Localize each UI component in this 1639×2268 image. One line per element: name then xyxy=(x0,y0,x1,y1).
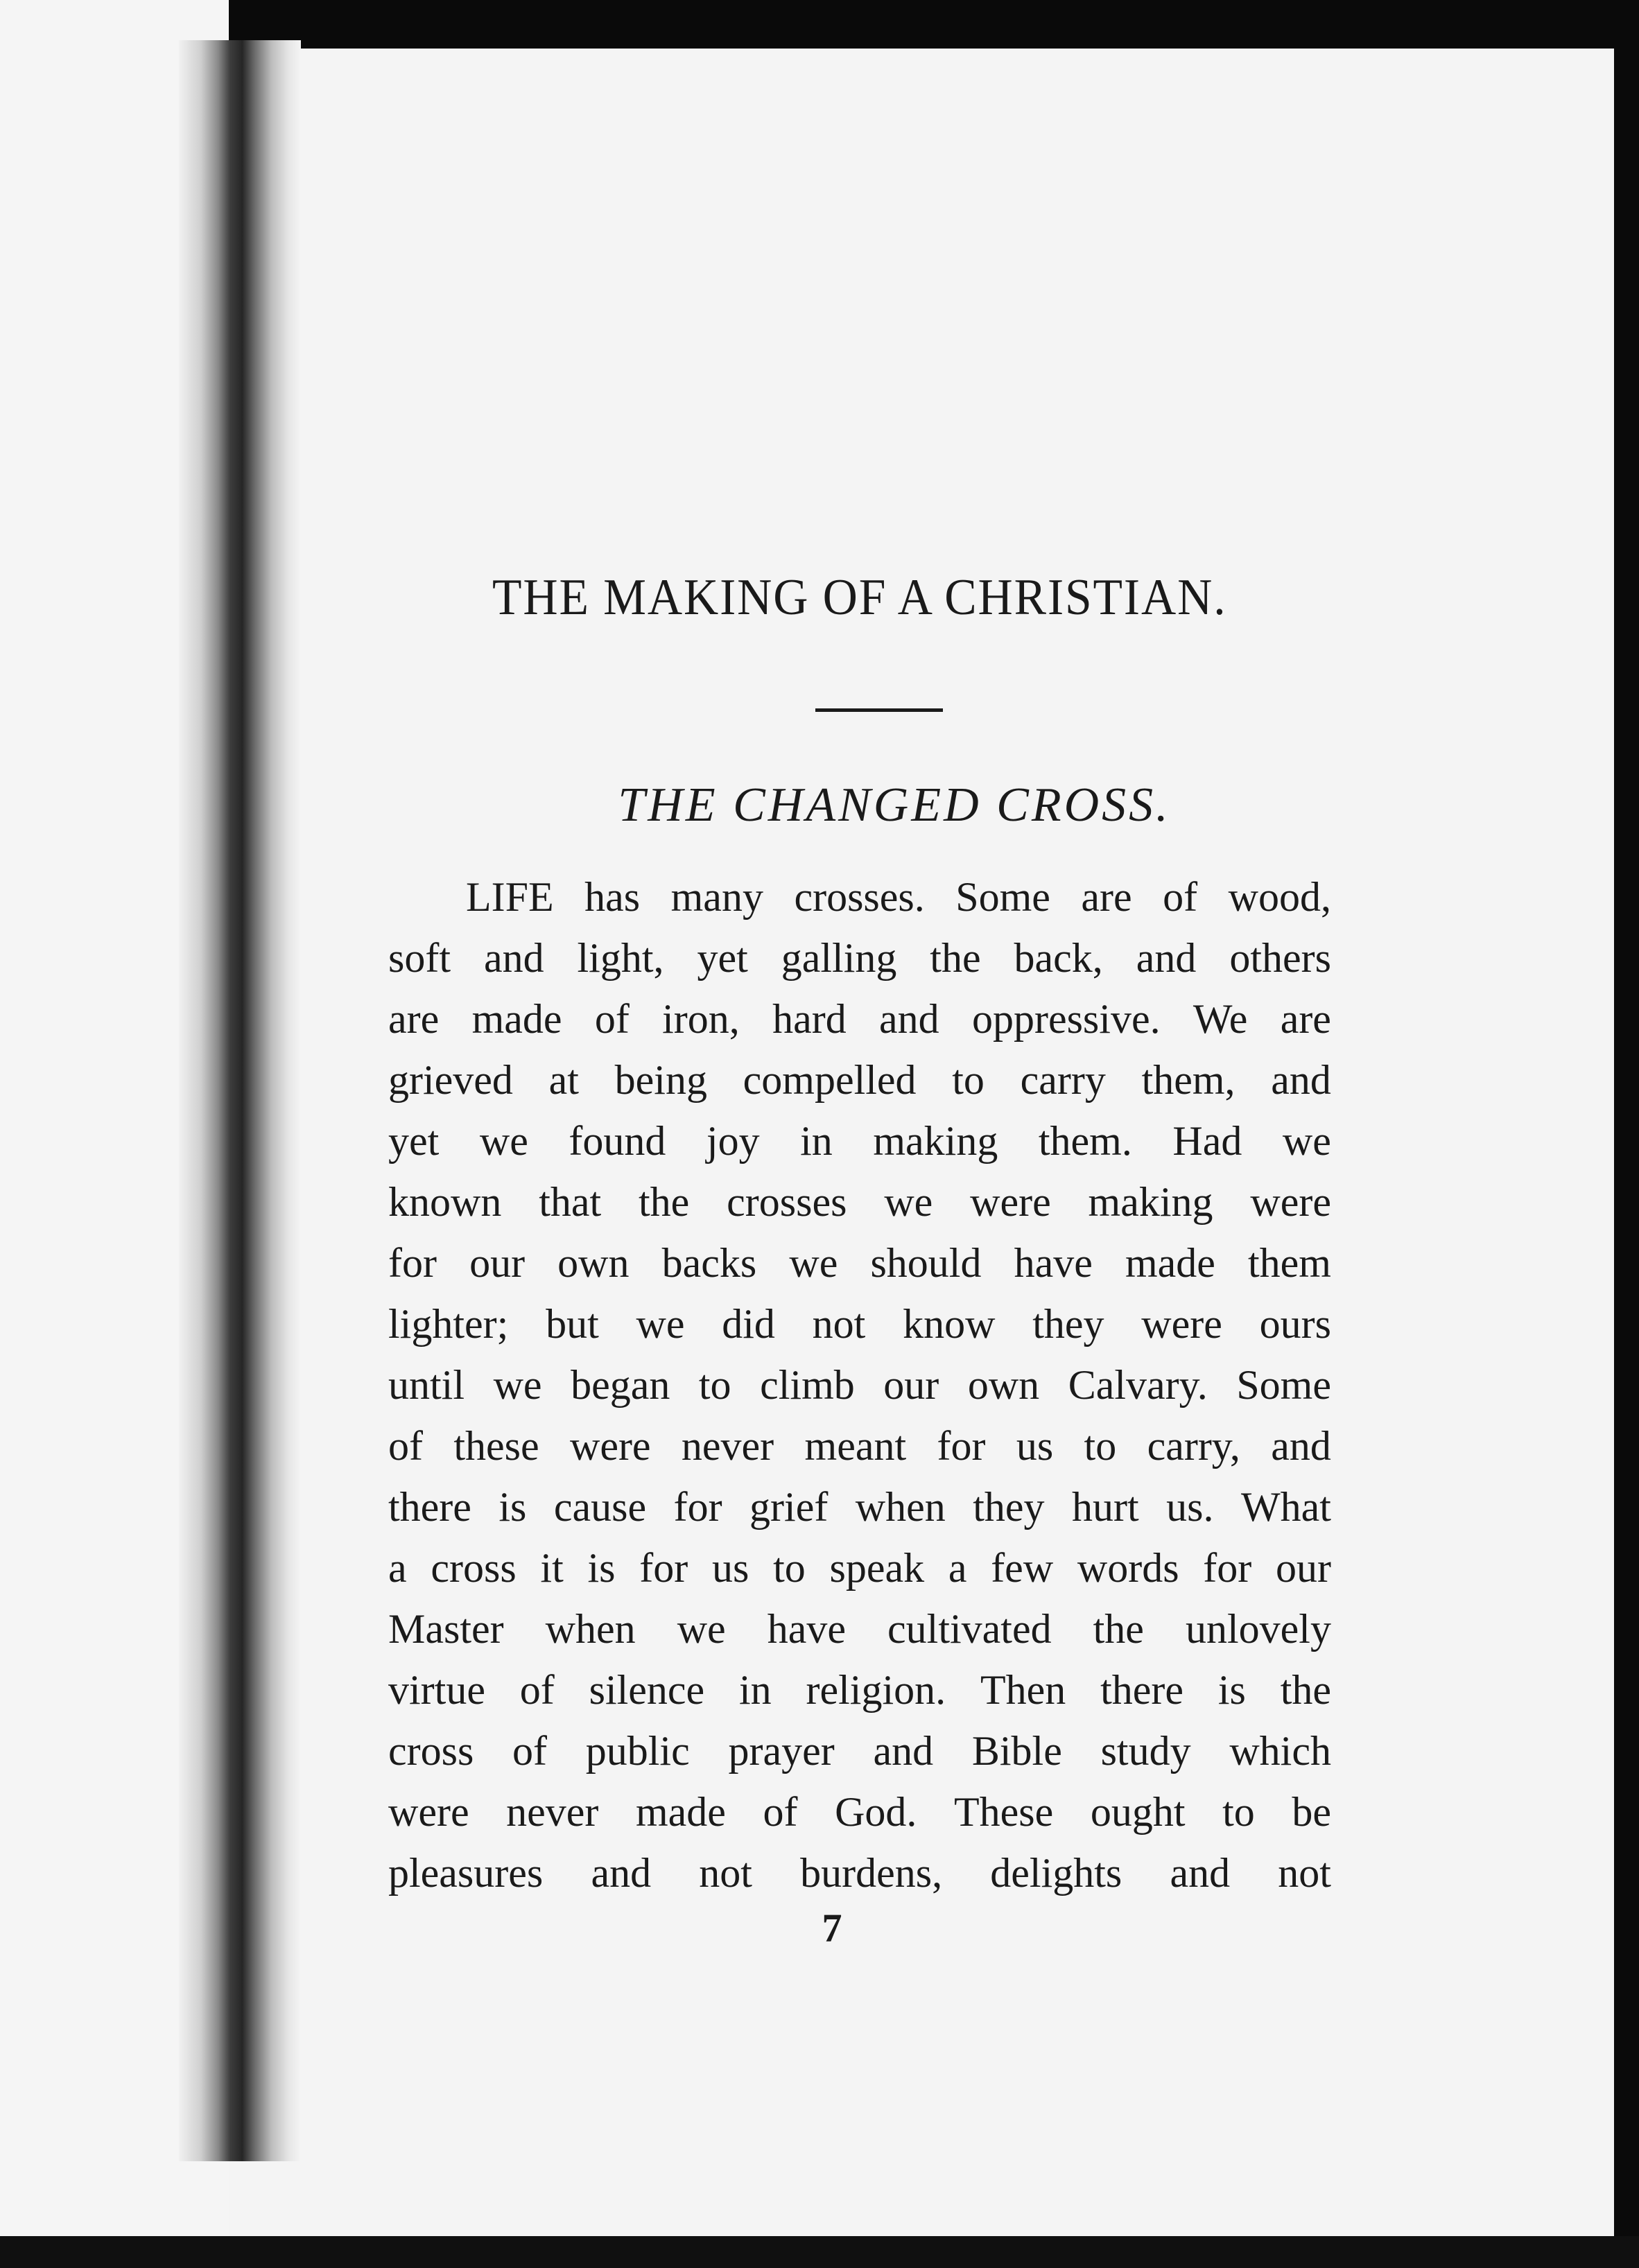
word: grieved xyxy=(388,1057,513,1103)
word: know xyxy=(903,1301,996,1347)
word: have xyxy=(767,1606,846,1652)
word: the xyxy=(930,935,981,981)
word: not xyxy=(699,1850,752,1896)
word: and xyxy=(591,1850,652,1896)
word: burdens, xyxy=(800,1850,943,1896)
word: we xyxy=(636,1301,685,1347)
word: We xyxy=(1193,996,1248,1042)
word: making xyxy=(873,1118,998,1164)
word: we xyxy=(884,1179,933,1225)
text-line xyxy=(388,927,1331,988)
text-line xyxy=(388,1781,1331,1842)
word: the xyxy=(639,1179,690,1225)
word: for xyxy=(388,1240,437,1286)
word: many xyxy=(670,874,763,920)
word: we xyxy=(1282,1118,1331,1164)
word: These xyxy=(953,1789,1054,1835)
word: public xyxy=(585,1728,690,1774)
word: and xyxy=(873,1728,934,1774)
word: and xyxy=(1271,1423,1331,1469)
word: but xyxy=(546,1301,599,1347)
word: Bible xyxy=(971,1728,1062,1774)
word: for xyxy=(937,1423,986,1469)
word: were xyxy=(569,1423,651,1469)
word: making xyxy=(1088,1179,1213,1225)
word: a xyxy=(388,1545,407,1591)
word: it xyxy=(540,1545,564,1591)
word: galling xyxy=(781,935,897,981)
word: yet xyxy=(388,1118,440,1164)
word: grief xyxy=(749,1484,829,1530)
word: Calvary. xyxy=(1068,1362,1208,1408)
word: is xyxy=(1217,1667,1246,1713)
word: few xyxy=(991,1545,1054,1591)
word: being xyxy=(614,1057,707,1103)
word: in xyxy=(739,1667,772,1713)
word: oppressive. xyxy=(971,996,1161,1042)
word: our xyxy=(883,1362,939,1408)
word: cultivated xyxy=(887,1606,1052,1652)
word: soft xyxy=(388,935,451,981)
text-line xyxy=(388,1049,1331,1110)
text-line xyxy=(388,1598,1331,1659)
word: own xyxy=(557,1240,630,1286)
word: others xyxy=(1229,935,1331,981)
word: not xyxy=(812,1301,866,1347)
word: Some xyxy=(955,874,1050,920)
word: has xyxy=(584,874,641,920)
word: there xyxy=(1100,1667,1183,1713)
word: backs xyxy=(661,1240,757,1286)
word: Master xyxy=(388,1606,504,1652)
word: climb xyxy=(760,1362,855,1408)
word: back, xyxy=(1014,935,1103,981)
text-line xyxy=(388,988,1331,1049)
word: began xyxy=(571,1362,670,1408)
body-text xyxy=(388,866,1331,1903)
word: ought xyxy=(1090,1789,1186,1835)
word: speak xyxy=(829,1545,925,1591)
text-line xyxy=(388,866,1331,927)
page-number: 7 xyxy=(822,1905,842,1951)
word: and xyxy=(1136,935,1197,981)
word: hurt xyxy=(1072,1484,1139,1530)
word: and xyxy=(1170,1850,1231,1896)
word: that xyxy=(539,1179,602,1225)
word: of xyxy=(763,1789,798,1835)
word: of xyxy=(388,1423,423,1469)
word: we xyxy=(479,1118,528,1164)
word: we xyxy=(677,1606,726,1652)
word: prayer xyxy=(728,1728,835,1774)
word: a xyxy=(948,1545,967,1591)
word: cause xyxy=(553,1484,647,1530)
word: LIFE xyxy=(466,874,554,920)
book-gutter xyxy=(179,40,301,2161)
word: did xyxy=(722,1301,775,1347)
word: yet xyxy=(697,935,748,981)
word: our xyxy=(1276,1545,1331,1591)
word: and xyxy=(1271,1057,1331,1103)
word: of xyxy=(594,996,630,1042)
word: cross xyxy=(388,1728,474,1774)
text-line xyxy=(388,1110,1331,1171)
word: not xyxy=(1278,1850,1331,1896)
scan-border-bottom xyxy=(0,2236,1639,2268)
word: were xyxy=(1250,1179,1331,1225)
word: the xyxy=(1280,1667,1331,1713)
word: when xyxy=(545,1606,636,1652)
section-title: THE CHANGED CROSS. xyxy=(618,778,1171,832)
word: iron, xyxy=(662,996,740,1042)
word: which xyxy=(1229,1728,1331,1774)
word: in xyxy=(800,1118,833,1164)
scan-border-top xyxy=(229,0,1639,50)
word: made xyxy=(471,996,562,1042)
word: found xyxy=(569,1118,666,1164)
word: have xyxy=(1014,1240,1093,1286)
word: crosses xyxy=(727,1179,847,1225)
word: there xyxy=(388,1484,471,1530)
word: them xyxy=(1248,1240,1331,1286)
word: Some xyxy=(1236,1362,1331,1408)
word: God. xyxy=(835,1789,917,1835)
word: pleasures xyxy=(388,1850,544,1896)
word: to xyxy=(698,1362,731,1408)
word: us. xyxy=(1166,1484,1214,1530)
text-line xyxy=(388,1659,1331,1720)
word: meant xyxy=(804,1423,907,1469)
word: virtue xyxy=(388,1667,485,1713)
word: wood, xyxy=(1228,874,1331,920)
page-title: THE MAKING OF A CHRISTIAN. xyxy=(492,569,1227,626)
text-line xyxy=(388,1415,1331,1476)
word: when xyxy=(855,1484,946,1530)
word: us xyxy=(1016,1423,1054,1469)
text-line xyxy=(388,1842,1331,1903)
word: carry xyxy=(1020,1057,1106,1103)
word: for xyxy=(673,1484,722,1530)
word: compelled xyxy=(743,1057,917,1103)
word: these xyxy=(453,1423,539,1469)
word: carry, xyxy=(1147,1423,1240,1469)
word: known xyxy=(388,1179,502,1225)
word: should xyxy=(870,1240,982,1286)
word: at xyxy=(548,1057,579,1103)
word: Had xyxy=(1172,1118,1242,1164)
word: unlovely xyxy=(1186,1606,1331,1652)
word: are xyxy=(1280,996,1331,1042)
word: for xyxy=(1203,1545,1252,1591)
word: and xyxy=(879,996,939,1042)
word: of xyxy=(512,1728,548,1774)
text-line xyxy=(388,1354,1331,1415)
word: silence xyxy=(589,1667,705,1713)
word: religion. xyxy=(806,1667,946,1713)
word: us xyxy=(711,1545,749,1591)
word: What xyxy=(1240,1484,1331,1530)
word: them, xyxy=(1141,1057,1235,1103)
word: own xyxy=(967,1362,1040,1408)
word: cross xyxy=(431,1545,517,1591)
word: were xyxy=(1141,1301,1222,1347)
word: Then xyxy=(980,1667,1066,1713)
text-line xyxy=(388,1720,1331,1781)
word: our xyxy=(469,1240,526,1286)
word: ours xyxy=(1259,1301,1331,1347)
word: study xyxy=(1100,1728,1191,1774)
word: joy xyxy=(706,1118,760,1164)
word: words xyxy=(1077,1545,1179,1591)
text-line xyxy=(388,1537,1331,1598)
title-rule xyxy=(815,708,943,712)
word: were xyxy=(388,1789,469,1835)
scan-border-right xyxy=(1614,0,1639,2268)
word: the xyxy=(1093,1606,1144,1652)
word: we xyxy=(493,1362,542,1408)
word: be xyxy=(1292,1789,1331,1835)
text-line xyxy=(388,1232,1331,1293)
word: for xyxy=(639,1545,688,1591)
word: to xyxy=(1222,1789,1255,1835)
word: is xyxy=(498,1484,527,1530)
word: they xyxy=(1032,1301,1104,1347)
word: are xyxy=(388,996,440,1042)
word: lighter; xyxy=(388,1301,509,1347)
word: they xyxy=(973,1484,1045,1530)
word: is xyxy=(587,1545,616,1591)
word: and xyxy=(483,935,544,981)
word: to xyxy=(952,1057,985,1103)
word: crosses. xyxy=(794,874,925,920)
word: to xyxy=(773,1545,806,1591)
word: were xyxy=(970,1179,1051,1225)
word: until xyxy=(388,1362,465,1408)
word: we xyxy=(789,1240,838,1286)
word: them. xyxy=(1038,1118,1132,1164)
word: made xyxy=(635,1789,726,1835)
word: delights xyxy=(990,1850,1122,1896)
word: made xyxy=(1125,1240,1215,1286)
word: never xyxy=(506,1789,599,1835)
word: to xyxy=(1084,1423,1117,1469)
word: hard xyxy=(772,996,847,1042)
text-line xyxy=(388,1476,1331,1537)
word: of xyxy=(519,1667,555,1713)
text-line xyxy=(388,1171,1331,1232)
word: are xyxy=(1081,874,1132,920)
text-line xyxy=(388,1293,1331,1354)
word: never xyxy=(681,1423,774,1469)
word: of xyxy=(1163,874,1198,920)
word: light, xyxy=(577,935,664,981)
